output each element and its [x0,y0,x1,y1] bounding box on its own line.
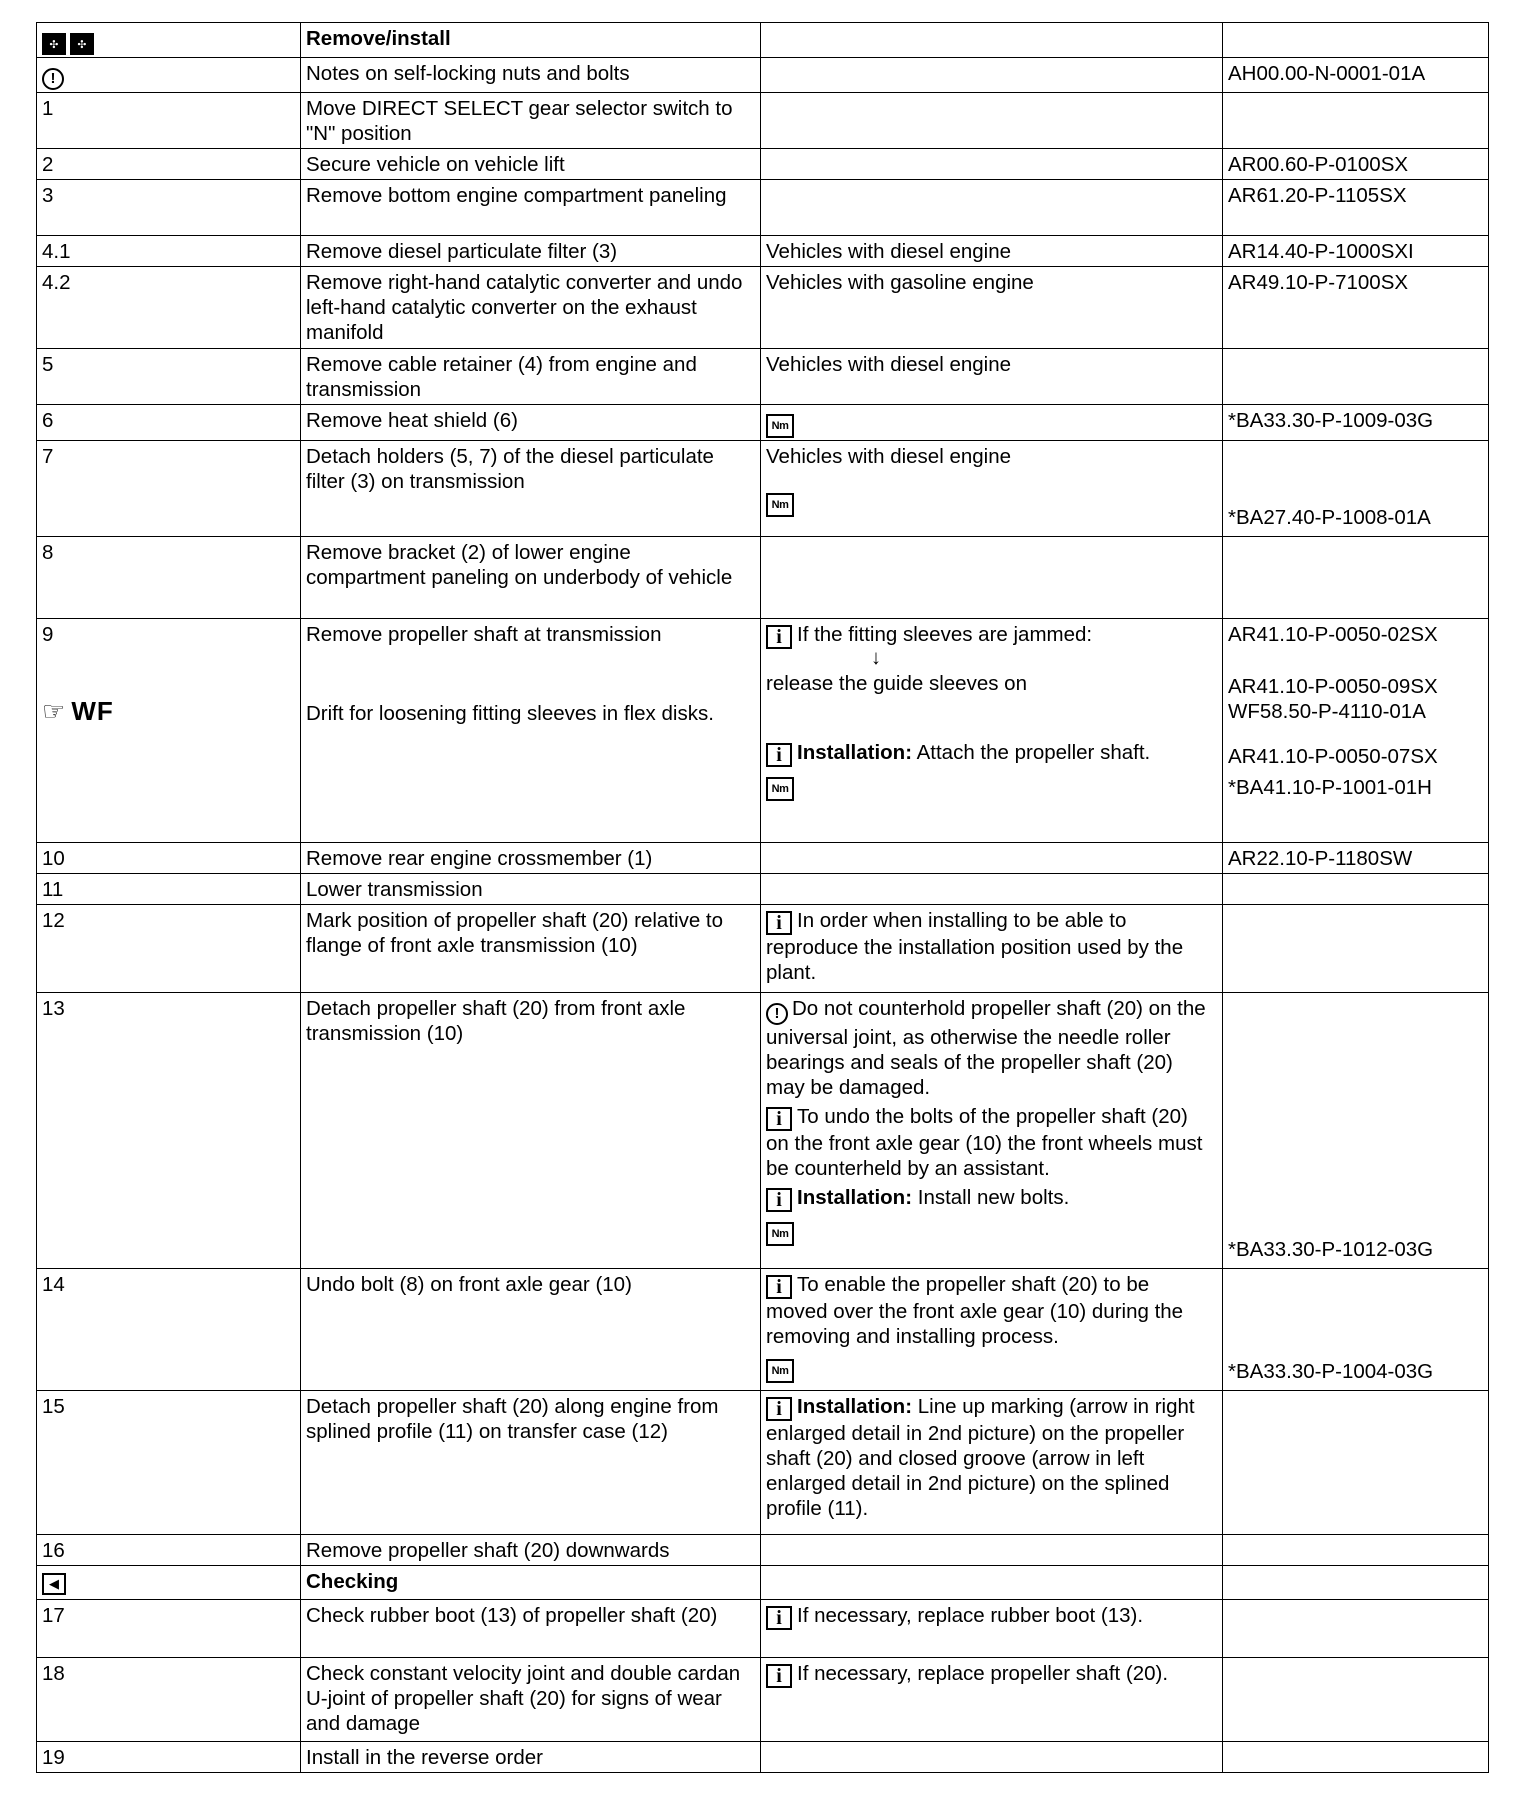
note-cell [761,1742,1223,1773]
note-cell [761,537,1223,619]
step-text: Remove diesel particulate filter (3) [301,236,761,267]
step-number: 17 [37,1600,301,1658]
installation-label: Installation: [797,741,913,764]
note-text: Vehicles with diesel engine [766,445,1012,468]
note-text: release the guide sleeves on [766,672,1027,695]
step-number: 1 [37,93,301,149]
note-text: To undo the bolts of the propeller shaft (20) on the front axle gear (10) the front wheels must be counterheld by an assistant. [766,1105,1203,1180]
note-cell [761,1658,1223,1742]
reference-link[interactable]: *BA33.30-P-1012-03G [1228,1238,1434,1261]
reference-cell [1223,1600,1489,1658]
section-title: Remove/install [301,23,761,58]
step-text: Lower transmission [301,874,761,905]
torque-nm-icon[interactable]: Nm [766,1359,794,1383]
step-text: Remove right-hand catalytic converter and undo left-hand catalytic converter on the exhaust manifold [301,267,761,349]
step-text: Move DIRECT SELECT gear selector switch to "N" position [301,93,761,149]
step-number: 14 [37,1269,301,1391]
expand-icon: ✣ [42,33,66,55]
collapse-icon: ✣ [70,33,94,55]
note-cell [761,1269,1223,1391]
step-cell [37,619,301,843]
reference-link[interactable]: *BA33.30-P-1004-03G [1228,1360,1434,1383]
step-text: Check rubber boot (13) of propeller shaft (20) [301,1600,761,1658]
step-number: 2 [37,149,301,180]
info-icon: i [766,1397,792,1421]
step-text: Install in the reverse order [301,1742,761,1773]
table-row [37,236,1489,267]
note-cell [761,1535,1223,1566]
info-icon: i [766,1107,792,1131]
note-text: Install new bolts. [912,1186,1070,1209]
note-text: Do not counterhold propeller shaft (20) on the universal joint, as otherwise the needle roller bearings and seals of the propeller shaft (20) may be damaged. [766,997,1206,1099]
step-number: 6 [37,405,301,441]
step-text: Check constant velocity joint and double cardan U-joint of propeller shaft (20) for signs of wear and damage [301,1658,761,1742]
reference-link[interactable]: AH00.00-N-0001-01A [1223,58,1489,93]
installation-label: Installation: [797,1186,913,1209]
note-cell [761,93,1223,149]
table-row [37,267,1489,349]
reference-cell [1223,1658,1489,1742]
note-text: In order when installing to be able to reproduce the installation position used by the plant. [766,909,1184,984]
reference-cell [1223,441,1489,537]
step-number: 9 [42,623,54,646]
reference-link[interactable]: *BA27.40-P-1008-01A [1228,506,1431,529]
reference-link[interactable]: AR41.10-P-0050-07SX [1228,745,1438,768]
step-text: Remove heat shield (6) [301,405,761,441]
step-number: 10 [37,843,301,874]
step-number: 4.1 [37,236,301,267]
step-cell [37,1566,301,1600]
step-number: 5 [37,349,301,405]
info-icon: i [766,625,792,649]
torque-nm-icon[interactable]: Nm [766,777,794,801]
step-number: 7 [37,441,301,537]
step-text: Detach propeller shaft (20) along engine from splined profile (11) on transfer case (12) [301,1391,761,1535]
step-text: Remove bracket (2) of lower engine compartment paneling on underbody of vehicle [301,537,761,619]
step-number: 12 [37,905,301,993]
section-title: Checking [301,1566,761,1600]
step-number: 19 [37,1742,301,1773]
note-cell [761,149,1223,180]
reference-cell [1223,537,1489,619]
installation-label: Installation: [797,1395,913,1418]
reference-link[interactable]: AR61.20-P-1105SX [1223,180,1489,236]
table-row [37,1269,1489,1391]
note-text: Vehicles with gasoline engine [761,267,1223,349]
table-row [37,93,1489,149]
table-row [37,843,1489,874]
note-cell [761,58,1223,93]
reference-cell [1223,1535,1489,1566]
note-cell [761,905,1223,993]
step-number: 15 [37,1391,301,1535]
note-cell [761,1566,1223,1600]
note-text: If necessary, replace rubber boot (13). [797,1604,1144,1627]
note-text: If the fitting sleeves are jammed: [797,623,1093,646]
table-row [37,619,1489,843]
reference-link[interactable]: AR49.10-P-7100SX [1223,267,1489,349]
warning-circle-icon: ! [42,68,64,90]
note-text: Vehicles with diesel engine [761,349,1223,405]
note-text: Attach the propeller shaft. [912,741,1151,764]
step-text: Undo bolt (8) on front axle gear (10) [301,1269,761,1391]
step-cell [37,58,301,93]
note-text: Vehicles with diesel engine [761,236,1223,267]
step-text: Remove propeller shaft at transmission [306,623,662,646]
reference-link[interactable]: *BA41.10-P-1001-01H [1228,776,1432,799]
step-number: 18 [37,1658,301,1742]
table-row [37,349,1489,405]
table-row [37,441,1489,537]
note-cell [761,874,1223,905]
table-row [37,58,1489,93]
table-row [37,149,1489,180]
torque-nm-icon[interactable]: Nm [766,493,794,517]
reference-cell [1223,993,1489,1269]
table-row [37,405,1489,441]
step-number: 4.2 [37,267,301,349]
reference-link[interactable]: AR41.10-P-0050-09SX [1228,675,1438,698]
note-text: Line up marking (arrow in right enlarged detail in 2nd picture) on the propeller shaft (20) and closed groove (arrow in left enlarged detail in 2nd picture) on the splined profile (11). [766,1395,1195,1520]
workshop-equipment-label: WF [71,696,114,726]
info-icon: i [766,1606,792,1630]
reference-link[interactable]: *BA33.30-P-1009-03G [1223,405,1489,441]
note-cell [761,843,1223,874]
step-text: Notes on self-locking nuts and bolts [301,58,761,93]
reference-cell [1223,23,1489,58]
step-number: 8 [37,537,301,619]
reference-link[interactable]: AR14.40-P-1000SXI [1223,236,1489,267]
pointing-hand-icon: ☞ [42,696,66,726]
reference-cell [1223,874,1489,905]
reference-link[interactable]: AR00.60-P-0100SX [1223,149,1489,180]
note-text: To enable the propeller shaft (20) to be moved over the front axle gear (10) during the removing and installing process. [766,1273,1184,1348]
step-text: Detach holders (5, 7) of the diesel particulate filter (3) on transmission [301,441,761,537]
reference-cell [1223,1391,1489,1535]
table-row [37,1535,1489,1566]
reference-link[interactable]: AR41.10-P-0050-02SX [1228,623,1438,646]
reference-cell [1223,349,1489,405]
reference-link[interactable]: WF58.50-P-4110-01A [1228,700,1426,723]
step-text: Secure vehicle on vehicle lift [301,149,761,180]
table-row [37,1391,1489,1535]
table-row [37,23,1489,58]
step-text: Remove cable retainer (4) from engine and transmission [301,349,761,405]
table-row [37,1742,1489,1773]
note-cell [761,1600,1223,1658]
torque-nm-icon[interactable]: Nm [766,1222,794,1246]
table-row [37,993,1489,1269]
procedure-sheet [36,22,1488,1773]
reference-cell [1223,1742,1489,1773]
note-cell [761,405,1223,441]
table-row [37,1566,1489,1600]
note-cell [761,441,1223,537]
back-arrow-icon: ◀ [42,1573,66,1595]
step-number: 16 [37,1535,301,1566]
reference-cell [1223,1269,1489,1391]
step-text: Detach propeller shaft (20) from front axle transmission (10) [301,993,761,1269]
torque-nm-icon[interactable]: Nm [766,414,794,438]
note-cell [761,619,1223,843]
warning-circle-icon: ! [766,1003,788,1025]
note-cell [761,180,1223,236]
step-number: 13 [37,993,301,1269]
procedure-table [36,22,1489,1773]
info-icon: i [766,1275,792,1299]
table-row [37,1600,1489,1658]
step-text: Mark position of propeller shaft (20) relative to flange of front axle transmission (10) [301,905,761,993]
down-arrow-icon: ↓ [870,646,882,669]
reference-cell [1223,1566,1489,1600]
note-cell [761,23,1223,58]
step-text: Remove bottom engine compartment paneling [301,180,761,236]
table-row [37,537,1489,619]
step-number: 11 [37,874,301,905]
step-cell [37,23,301,58]
tool-text: Drift for loosening fitting sleeves in flex disks. [306,702,714,725]
info-icon: i [766,1188,792,1212]
table-row [37,1658,1489,1742]
note-text: If necessary, replace propeller shaft (20). [797,1662,1169,1685]
info-icon: i [766,1664,792,1688]
table-row [37,180,1489,236]
step-cell [301,619,761,843]
info-icon: i [766,911,792,935]
table-row [37,905,1489,993]
reference-cell [1223,905,1489,993]
step-text: Remove rear engine crossmember (1) [301,843,761,874]
table-row [37,874,1489,905]
note-cell [761,993,1223,1269]
info-icon: i [766,743,792,767]
step-number: 3 [37,180,301,236]
note-cell [761,1391,1223,1535]
reference-cell [1223,93,1489,149]
step-text: Remove propeller shaft (20) downwards [301,1535,761,1566]
reference-cell [1223,619,1489,843]
reference-link[interactable]: AR22.10-P-1180SW [1223,843,1489,874]
